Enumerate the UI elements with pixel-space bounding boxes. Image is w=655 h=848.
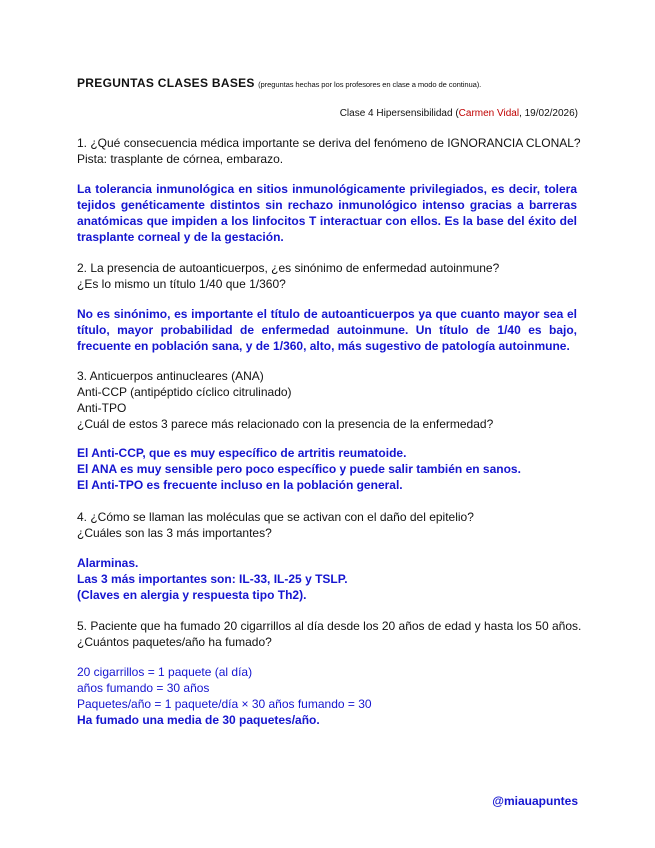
calc-line: 20 cigarrillos = 1 paquete (al día) [77, 665, 253, 679]
question-line: Pista: trasplante de córnea, embarazo. [77, 152, 284, 166]
question-line: 3. Anticuerpos antinucleares (ANA) [77, 369, 264, 383]
question-line: ¿Es lo mismo un título 1/40 que 1/360? [77, 277, 286, 291]
question-line: ¿Cuál de estos 3 parece más relacionado con la presencia de la enfermedad? [77, 417, 494, 431]
class-date: , 19/02/2026) [519, 108, 578, 119]
calc-line: años fumando = 30 años [77, 681, 210, 695]
question-line: 2. La presencia de autoanticuerpos, ¿es sinónimo de enfermedad autoinmune? [77, 261, 500, 275]
author-signature: @miauapuntes [492, 794, 578, 808]
teacher-name: Carmen Vidal [458, 108, 520, 119]
question-line: 4. ¿Cómo se llaman las moléculas que se activan con el daño del epitelio? [77, 510, 474, 524]
question-2 [77, 260, 577, 292]
title-main: PREGUNTAS CLASES BASES [77, 76, 255, 90]
question-line: 1. ¿Qué consecuencia médica importante se deriva del fenómeno de IGNORANCIA CLONAL? [77, 136, 581, 150]
class-label: Clase 4 Hipersensibilidad ( [339, 108, 459, 119]
question-line: Anti-TPO [77, 401, 127, 415]
answer-line: El Anti-CCP, que es muy específico de artritis reumatoide. [77, 446, 407, 460]
answer-line: Alarminas. [77, 556, 139, 570]
answer-line: (Claves en alergia y respuesta tipo Th2). [77, 588, 307, 602]
class-info [340, 108, 578, 119]
calc-line: Paquetes/año = 1 paquete/día × 30 años fumando = 30 [77, 697, 372, 711]
answer-line: El ANA es muy sensible pero poco específico y puede salir también en sanos. [77, 462, 521, 476]
calc-result: Ha fumado una media de 30 paquetes/año. [77, 713, 320, 727]
answer-line: Las 3 más importantes son: IL-33, IL-25 y TSLP. [77, 572, 348, 586]
question-3 [77, 368, 577, 432]
answer-5 [77, 664, 577, 728]
answer-1: La tolerancia inmunológica en sitios inmunológicamente privilegiados, es decir, tolera tejidos genéticamente distintos sin rechazo inmunológico intenso gracias a barreras anatómicas que impiden a los linfocitos T interactuar con ellos. Es la base del éxito del trasplante corneal y de la gestación. [77, 182, 577, 244]
question-line: Anti-CCP (antipéptido cíclico citrulinado) [77, 385, 292, 399]
answer-3 [77, 445, 577, 493]
answer-2: No es sinónimo, es importante el título de autoanticuerpos ya que cuanto mayor sea el título, mayor probabilidad de enfermedad autoinmune. Un título de 1/40 es bajo, frecuente en población sana, y de 1/360, alto, más sugestivo de patología autoinmune. [77, 307, 577, 353]
question-line: 5. Paciente que ha fumado 20 cigarrillos al día desde los 20 años de edad y hasta los 50 años. [77, 619, 582, 633]
page-title [77, 76, 481, 90]
question-1 [77, 135, 581, 167]
question-line: ¿Cuántos paquetes/año ha fumado? [77, 635, 272, 649]
title-subtitle: (preguntas hechas por los profesores en clase a modo de continua). [258, 80, 482, 89]
question-4 [77, 509, 577, 541]
answer-4 [77, 555, 577, 603]
question-5 [77, 618, 582, 650]
answer-line: El Anti-TPO es frecuente incluso en la población general. [77, 478, 403, 492]
question-line: ¿Cuáles son las 3 más importantes? [77, 526, 272, 540]
